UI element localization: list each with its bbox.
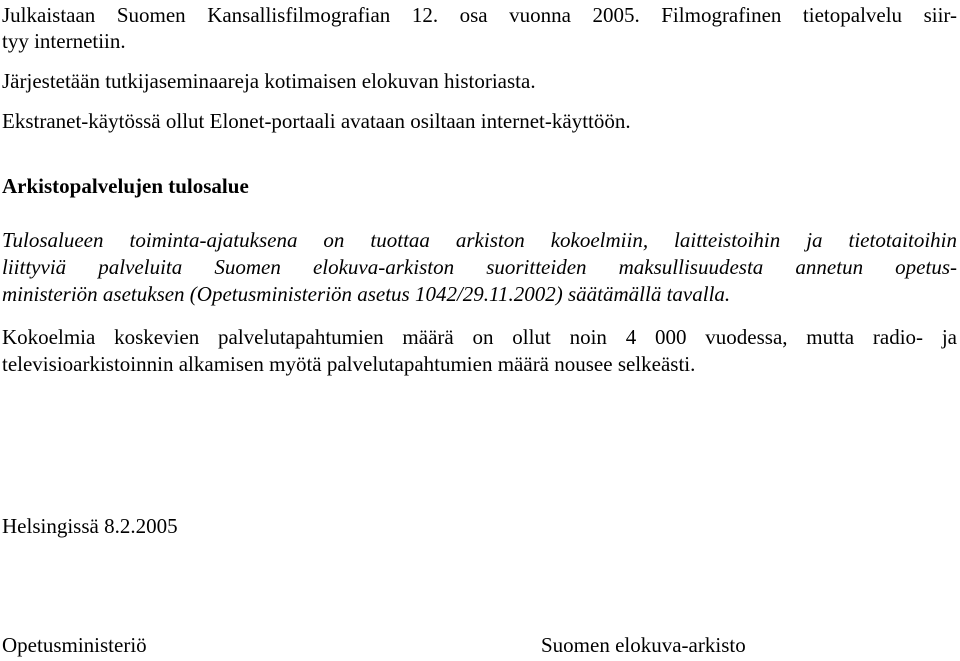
paragraph-2: Järjestetään tutkijaseminaareja kotimaisen elokuvan historiasta.	[2, 69, 536, 93]
paragraph-1-line-1: Julkaistaan Suomen Kansallisfilmografian 12. osa vuonna 2005. Filmografinen tietopalvelu siir-	[2, 3, 957, 27]
signature-left: Opetusministeriö	[2, 633, 147, 657]
place-date: Helsingissä 8.2.2005	[2, 514, 178, 538]
italic-line-1: Tulosalueen toiminta-ajatuksena on tuottaa arkiston kokoelmiin, laitteistoihin ja tietotaitoihin	[2, 228, 957, 252]
paragraph-3: Ekstranet-käytössä ollut Elonet-portaali avataan osiltaan internet-käyttöön.	[2, 109, 631, 133]
body-line-2: televisioarkistoinnin alkamisen myötä palvelutapahtumien määrä nousee selkeästi.	[2, 352, 696, 376]
body-line-1: Kokoelmia koskevien palvelutapahtumien määrä on ollut noin 4 000 vuodessa, mutta radio- ja	[2, 325, 957, 349]
italic-line-3: ministeriön asetuksen (Opetusministeriön asetus 1042/29.11.2002) säätämällä tavalla.	[2, 282, 731, 306]
section-heading: Arkistopalvelujen tulosalue	[2, 174, 249, 198]
paragraph-1-line-2: tyy internetiin.	[2, 29, 126, 53]
signature-right: Suomen elokuva-arkisto	[541, 633, 746, 657]
italic-line-2: liittyviä palveluita Suomen elokuva-arkiston suoritteiden maksullisuudesta annetun opetus-	[2, 255, 957, 279]
